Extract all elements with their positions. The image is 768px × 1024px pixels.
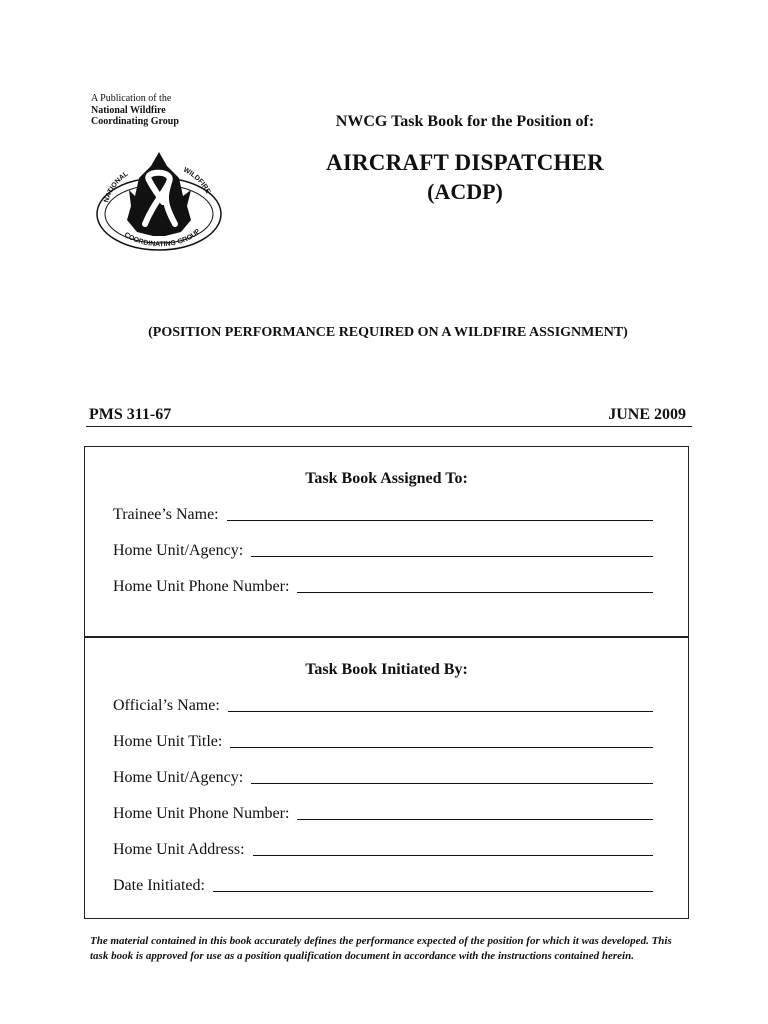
field-label: Official’s Name:: [113, 697, 220, 714]
fill-line[interactable]: [251, 555, 653, 557]
home-unit-phone-field[interactable]: [113, 578, 653, 596]
header-intro: NWCG Task Book for the Position of:: [335, 113, 595, 130]
publication-line-3: Coordinating Group: [91, 116, 179, 127]
assigned-to-section: [84, 446, 689, 638]
initiator-home-unit-phone-field[interactable]: [113, 805, 653, 823]
fill-line[interactable]: [230, 746, 653, 748]
home-unit-address-field[interactable]: [113, 841, 653, 859]
performance-subtitle: (POSITION PERFORMANCE REQUIRED ON A WILDFIRE ASSIGNMENT): [148, 325, 628, 340]
logo-text-left: NATIONAL: [103, 170, 130, 204]
logo-text-right: WILDFIRE: [182, 166, 212, 196]
publication-line-2: National Wildfire: [91, 104, 166, 116]
home-unit-title-field[interactable]: [113, 733, 653, 751]
initiated-by-title: Task Book Initiated By:: [305, 661, 468, 678]
fill-line[interactable]: [253, 854, 653, 856]
svg-text:NATIONAL: [103, 170, 130, 203]
fill-line[interactable]: [251, 782, 653, 784]
initiator-home-unit-agency-field[interactable]: [113, 769, 653, 787]
footer-disclaimer: The material contained in this book accurately defines the performance expected of the position for which it was developed. This task book is approved for use as a position qualification document in accordance with the instructions contained herein.: [90, 935, 672, 962]
trainee-name-field[interactable]: [113, 506, 653, 524]
field-label: Home Unit Address:: [113, 841, 245, 858]
fill-line[interactable]: [228, 710, 653, 712]
fill-line[interactable]: [213, 890, 653, 892]
pms-number: PMS 311-67: [89, 406, 172, 423]
field-label: Home Unit/Agency:: [113, 769, 244, 786]
official-name-field[interactable]: [113, 697, 653, 715]
logo-text-bottom: COORDINATING GROUP: [122, 228, 202, 249]
initiated-by-section: [84, 636, 689, 919]
publication-line-1: A Publication of the: [91, 93, 172, 104]
publication-date: JUNE 2009: [608, 406, 686, 423]
field-label: Trainee’s Name:: [113, 506, 219, 523]
fill-line[interactable]: [297, 818, 653, 820]
nwcg-logo-icon: [93, 150, 225, 252]
assigned-to-title: Task Book Assigned To:: [305, 470, 468, 487]
field-label: Home Unit Phone Number:: [113, 578, 290, 595]
field-label: Home Unit Phone Number:: [113, 805, 290, 822]
fill-line[interactable]: [227, 519, 653, 521]
field-label: Date Initiated:: [113, 877, 205, 894]
field-label: Home Unit/Agency:: [113, 542, 244, 559]
date-initiated-field[interactable]: [113, 877, 653, 895]
fill-line[interactable]: [297, 591, 653, 593]
publication-note: [91, 93, 179, 128]
header-divider: [86, 426, 692, 427]
position-title: AIRCRAFT DISPATCHER: [326, 150, 604, 175]
position-code: (ACDP): [427, 179, 503, 204]
home-unit-agency-field[interactable]: [113, 542, 653, 560]
field-label: Home Unit Title:: [113, 733, 223, 750]
